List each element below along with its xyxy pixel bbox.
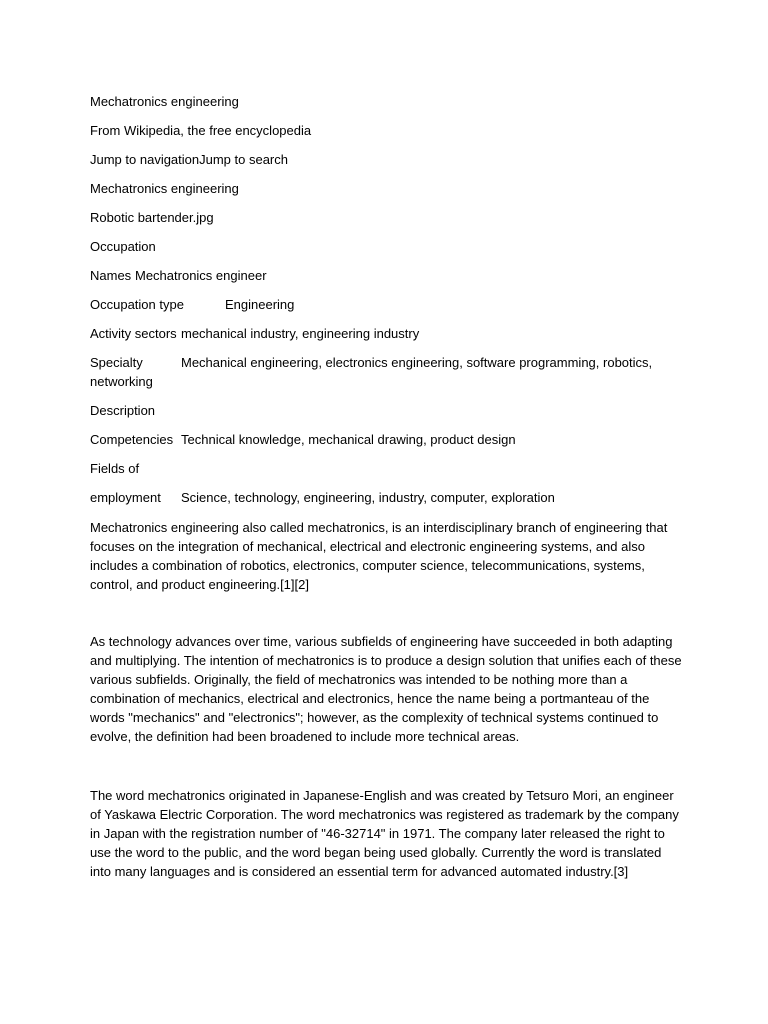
names-label: Names (90, 268, 132, 283)
source-line: From Wikipedia, the free encyclopedia (90, 123, 312, 138)
occupation-heading: Occupation (90, 239, 156, 254)
fields-of-label: Fields of (90, 461, 140, 476)
image-caption: Robotic bartender.jpg (90, 210, 214, 225)
specialty-value: Mechanical engineering, electronics engineering, software programming, robotics, (181, 355, 653, 370)
document-title: Mechatronics engineering (90, 94, 239, 109)
paragraph-intro: Mechatronics engineering also called mechatronics, is an interdisciplinary branch of engineering that focuses on the integration of mechanical, electrical and electronic engineering systems, and also includes a combination of robotics, electronics, computer science, telecommunications, systems, control, and product engineering.[1][2] (90, 520, 668, 592)
activity-sectors-label: Activity sectors (90, 326, 177, 341)
specialty-continuation: networking (90, 374, 153, 389)
competencies-label: Competencies (90, 432, 174, 447)
employment-label: employment (90, 490, 161, 505)
names-value: Mechatronics engineer (135, 268, 267, 283)
activity-sectors-value: mechanical industry, engineering industry (181, 326, 420, 341)
infobox-title: Mechatronics engineering (90, 181, 239, 196)
description-heading: Description (90, 403, 156, 418)
occupation-type-value: Engineering (225, 297, 295, 312)
specialty-label: Specialty (90, 355, 143, 370)
paragraph-etymology: The word mechatronics originated in Japanese-English and was created by Tetsuro Mori, an engineer of Yaskawa Electric Corporation. The word mechatronics was registered as trademark by the company in Japan with the registration number of "46-32714" in 1971. The company later released the right to use the word to the public, and the word began being used globally. Currently the word is translated into many languages and is considered an essential term for advanced automated industry.[3] (90, 788, 679, 879)
employment-value: Science, technology, engineering, industry, computer, exploration (181, 490, 555, 505)
competencies-value: Technical knowledge, mechanical drawing, product design (181, 432, 516, 447)
jump-links[interactable]: Jump to navigationJump to search (90, 152, 288, 167)
paragraph-history: As technology advances over time, various subfields of engineering have succeeded in both adapting and multiplying. The intention of mechatronics is to produce a design solution that unifies each of these various subfields. Originally, the field of mechatronics was intended to be nothing more than a combination of mechanics, electrical and electronics, hence the name being a portmanteau of the words "mechanics" and "electronics"; however, as the complexity of technical systems continued to evolve, the definition had been broadened to include more technical areas. (90, 634, 682, 744)
occupation-type-label: Occupation type (90, 297, 184, 312)
